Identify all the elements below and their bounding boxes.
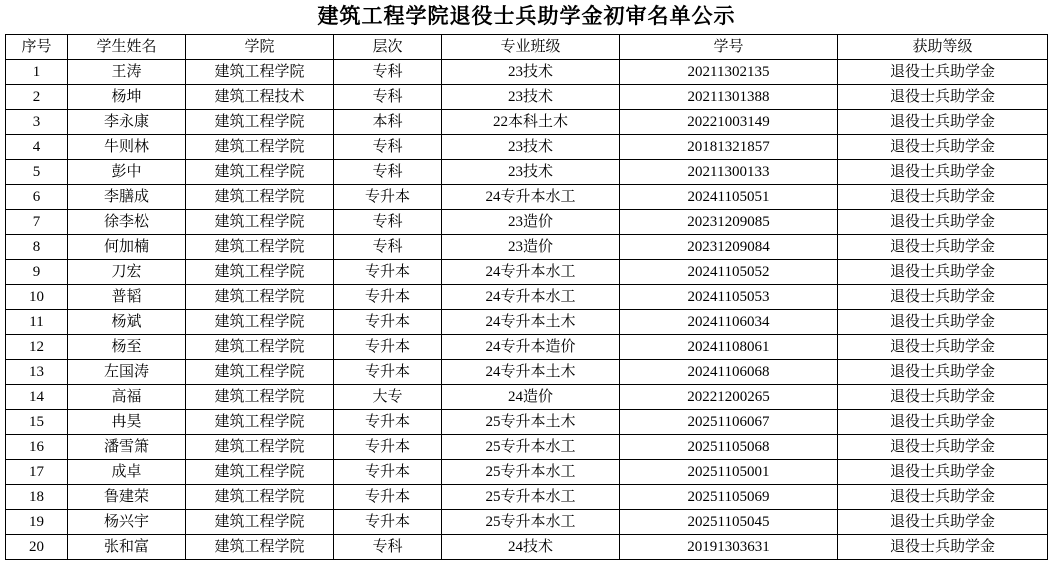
cell-student-name: 张和富 <box>68 535 186 560</box>
table-row <box>6 485 1048 510</box>
column-header-grant-level: 获助等级 <box>838 35 1048 60</box>
table-row <box>6 210 1048 235</box>
cell-student-id: 20251105068 <box>620 435 838 460</box>
cell-student-name: 牛则林 <box>68 135 186 160</box>
cell-major-class: 23技术 <box>442 135 620 160</box>
cell-major-class: 24专升本土木 <box>442 310 620 335</box>
roster-table <box>5 34 1048 560</box>
cell-student-name: 高福 <box>68 385 186 410</box>
cell-major-class: 23技术 <box>442 160 620 185</box>
cell-grant-level: 退役士兵助学金 <box>838 335 1048 360</box>
cell-grant-level: 退役士兵助学金 <box>838 285 1048 310</box>
cell-index: 8 <box>6 235 68 260</box>
cell-index: 17 <box>6 460 68 485</box>
column-header-level: 层次 <box>334 35 442 60</box>
cell-index: 2 <box>6 85 68 110</box>
cell-student-id: 20241106068 <box>620 360 838 385</box>
cell-college: 建筑工程学院 <box>186 185 334 210</box>
cell-level: 专科 <box>334 235 442 260</box>
cell-grant-level: 退役士兵助学金 <box>838 110 1048 135</box>
table-row <box>6 535 1048 560</box>
cell-student-id: 20241105052 <box>620 260 838 285</box>
cell-student-name: 鲁建荣 <box>68 485 186 510</box>
cell-index: 16 <box>6 435 68 460</box>
cell-student-name: 冉昊 <box>68 410 186 435</box>
cell-major-class: 24专升本水工 <box>442 185 620 210</box>
cell-student-name: 王涛 <box>68 60 186 85</box>
cell-level: 专科 <box>334 160 442 185</box>
cell-student-id: 20221003149 <box>620 110 838 135</box>
cell-index: 19 <box>6 510 68 535</box>
cell-grant-level: 退役士兵助学金 <box>838 260 1048 285</box>
table-row <box>6 385 1048 410</box>
cell-student-name: 杨至 <box>68 335 186 360</box>
cell-index: 20 <box>6 535 68 560</box>
cell-level: 专升本 <box>334 510 442 535</box>
cell-student-name: 潘雪箫 <box>68 435 186 460</box>
cell-level: 大专 <box>334 385 442 410</box>
cell-student-id: 20241108061 <box>620 335 838 360</box>
cell-student-id: 20191303631 <box>620 535 838 560</box>
cell-index: 18 <box>6 485 68 510</box>
cell-major-class: 25专升本水工 <box>442 510 620 535</box>
cell-major-class: 25专升本水工 <box>442 460 620 485</box>
cell-college: 建筑工程学院 <box>186 285 334 310</box>
cell-student-id: 20251106067 <box>620 410 838 435</box>
cell-level: 专科 <box>334 535 442 560</box>
cell-grant-level: 退役士兵助学金 <box>838 135 1048 160</box>
cell-student-id: 20241105051 <box>620 185 838 210</box>
cell-major-class: 24专升本水工 <box>442 260 620 285</box>
table-row <box>6 410 1048 435</box>
cell-major-class: 25专升本土木 <box>442 410 620 435</box>
cell-index: 3 <box>6 110 68 135</box>
cell-student-name: 刀宏 <box>68 260 186 285</box>
cell-student-name: 彭中 <box>68 160 186 185</box>
cell-major-class: 23技术 <box>442 85 620 110</box>
cell-level: 专升本 <box>334 460 442 485</box>
column-header-major-class: 专业班级 <box>442 35 620 60</box>
cell-college: 建筑工程学院 <box>186 385 334 410</box>
cell-major-class: 23技术 <box>442 60 620 85</box>
cell-grant-level: 退役士兵助学金 <box>838 360 1048 385</box>
cell-level: 专升本 <box>334 410 442 435</box>
cell-level: 专升本 <box>334 185 442 210</box>
cell-college: 建筑工程学院 <box>186 435 334 460</box>
cell-grant-level: 退役士兵助学金 <box>838 310 1048 335</box>
cell-level: 专升本 <box>334 435 442 460</box>
table-row <box>6 110 1048 135</box>
cell-grant-level: 退役士兵助学金 <box>838 185 1048 210</box>
cell-index: 11 <box>6 310 68 335</box>
cell-level: 专升本 <box>334 360 442 385</box>
cell-student-id: 20241105053 <box>620 285 838 310</box>
cell-level: 专科 <box>334 135 442 160</box>
cell-college: 建筑工程学院 <box>186 260 334 285</box>
cell-grant-level: 退役士兵助学金 <box>838 385 1048 410</box>
cell-student-id: 20221200265 <box>620 385 838 410</box>
cell-level: 专科 <box>334 210 442 235</box>
cell-grant-level: 退役士兵助学金 <box>838 510 1048 535</box>
cell-major-class: 24造价 <box>442 385 620 410</box>
cell-student-id: 20181321857 <box>620 135 838 160</box>
cell-college: 建筑工程学院 <box>186 335 334 360</box>
cell-index: 6 <box>6 185 68 210</box>
cell-student-name: 李膳成 <box>68 185 186 210</box>
cell-major-class: 23造价 <box>442 210 620 235</box>
cell-student-id: 20211301388 <box>620 85 838 110</box>
cell-student-id: 20231209084 <box>620 235 838 260</box>
cell-student-name: 成卓 <box>68 460 186 485</box>
table-row <box>6 160 1048 185</box>
cell-grant-level: 退役士兵助学金 <box>838 60 1048 85</box>
cell-index: 14 <box>6 385 68 410</box>
cell-level: 专升本 <box>334 335 442 360</box>
table-row <box>6 85 1048 110</box>
cell-major-class: 24专升本土木 <box>442 360 620 385</box>
cell-level: 专升本 <box>334 260 442 285</box>
cell-grant-level: 退役士兵助学金 <box>838 85 1048 110</box>
cell-grant-level: 退役士兵助学金 <box>838 460 1048 485</box>
cell-index: 15 <box>6 410 68 435</box>
cell-index: 7 <box>6 210 68 235</box>
table-row <box>6 310 1048 335</box>
cell-student-id: 20251105045 <box>620 510 838 535</box>
cell-student-name: 何加楠 <box>68 235 186 260</box>
cell-major-class: 25专升本水工 <box>442 485 620 510</box>
cell-college: 建筑工程学院 <box>186 360 334 385</box>
cell-level: 本科 <box>334 110 442 135</box>
cell-level: 专科 <box>334 85 442 110</box>
cell-student-name: 杨坤 <box>68 85 186 110</box>
cell-index: 1 <box>6 60 68 85</box>
cell-college: 建筑工程学院 <box>186 210 334 235</box>
cell-student-id: 20211302135 <box>620 60 838 85</box>
cell-level: 专升本 <box>334 285 442 310</box>
cell-student-id: 20211300133 <box>620 160 838 185</box>
cell-major-class: 23造价 <box>442 235 620 260</box>
table-row <box>6 235 1048 260</box>
cell-index: 9 <box>6 260 68 285</box>
table-row <box>6 185 1048 210</box>
cell-college: 建筑工程学院 <box>186 310 334 335</box>
cell-college: 建筑工程技术 <box>186 85 334 110</box>
cell-level: 专升本 <box>334 485 442 510</box>
cell-major-class: 24专升本造价 <box>442 335 620 360</box>
cell-college: 建筑工程学院 <box>186 510 334 535</box>
cell-grant-level: 退役士兵助学金 <box>838 485 1048 510</box>
cell-student-name: 李永康 <box>68 110 186 135</box>
table-row <box>6 460 1048 485</box>
cell-college: 建筑工程学院 <box>186 460 334 485</box>
cell-index: 4 <box>6 135 68 160</box>
cell-student-id: 20251105001 <box>620 460 838 485</box>
cell-level: 专科 <box>334 60 442 85</box>
column-header-student-name: 学生姓名 <box>68 35 186 60</box>
cell-index: 5 <box>6 160 68 185</box>
cell-index: 12 <box>6 335 68 360</box>
cell-college: 建筑工程学院 <box>186 110 334 135</box>
cell-college: 建筑工程学院 <box>186 235 334 260</box>
table-row <box>6 60 1048 85</box>
cell-student-name: 普韬 <box>68 285 186 310</box>
cell-college: 建筑工程学院 <box>186 410 334 435</box>
cell-student-name: 左国涛 <box>68 360 186 385</box>
table-row <box>6 285 1048 310</box>
column-header-index: 序号 <box>6 35 68 60</box>
cell-major-class: 24技术 <box>442 535 620 560</box>
cell-grant-level: 退役士兵助学金 <box>838 410 1048 435</box>
cell-student-name: 杨兴宇 <box>68 510 186 535</box>
cell-index: 13 <box>6 360 68 385</box>
column-header-student-id: 学号 <box>620 35 838 60</box>
cell-grant-level: 退役士兵助学金 <box>838 235 1048 260</box>
cell-grant-level: 退役士兵助学金 <box>838 435 1048 460</box>
table-row <box>6 335 1048 360</box>
cell-major-class: 25专升本水工 <box>442 435 620 460</box>
cell-student-id: 20251105069 <box>620 485 838 510</box>
table-header-row <box>6 35 1048 60</box>
cell-grant-level: 退役士兵助学金 <box>838 210 1048 235</box>
cell-major-class: 22本科土木 <box>442 110 620 135</box>
table-row <box>6 360 1048 385</box>
table-row <box>6 510 1048 535</box>
cell-index: 10 <box>6 285 68 310</box>
cell-student-id: 20231209085 <box>620 210 838 235</box>
cell-grant-level: 退役士兵助学金 <box>838 160 1048 185</box>
cell-college: 建筑工程学院 <box>186 485 334 510</box>
cell-college: 建筑工程学院 <box>186 160 334 185</box>
cell-student-name: 徐李松 <box>68 210 186 235</box>
cell-college: 建筑工程学院 <box>186 535 334 560</box>
page-title: 建筑工程学院退役士兵助学金初审名单公示 <box>317 4 736 28</box>
cell-college: 建筑工程学院 <box>186 135 334 160</box>
table-row <box>6 435 1048 460</box>
table-body <box>6 60 1048 560</box>
cell-major-class: 24专升本水工 <box>442 285 620 310</box>
cell-level: 专升本 <box>334 310 442 335</box>
cell-student-name: 杨斌 <box>68 310 186 335</box>
cell-student-id: 20241106034 <box>620 310 838 335</box>
table-row <box>6 260 1048 285</box>
table-row <box>6 135 1048 160</box>
column-header-college: 学院 <box>186 35 334 60</box>
cell-grant-level: 退役士兵助学金 <box>838 535 1048 560</box>
cell-college: 建筑工程学院 <box>186 60 334 85</box>
